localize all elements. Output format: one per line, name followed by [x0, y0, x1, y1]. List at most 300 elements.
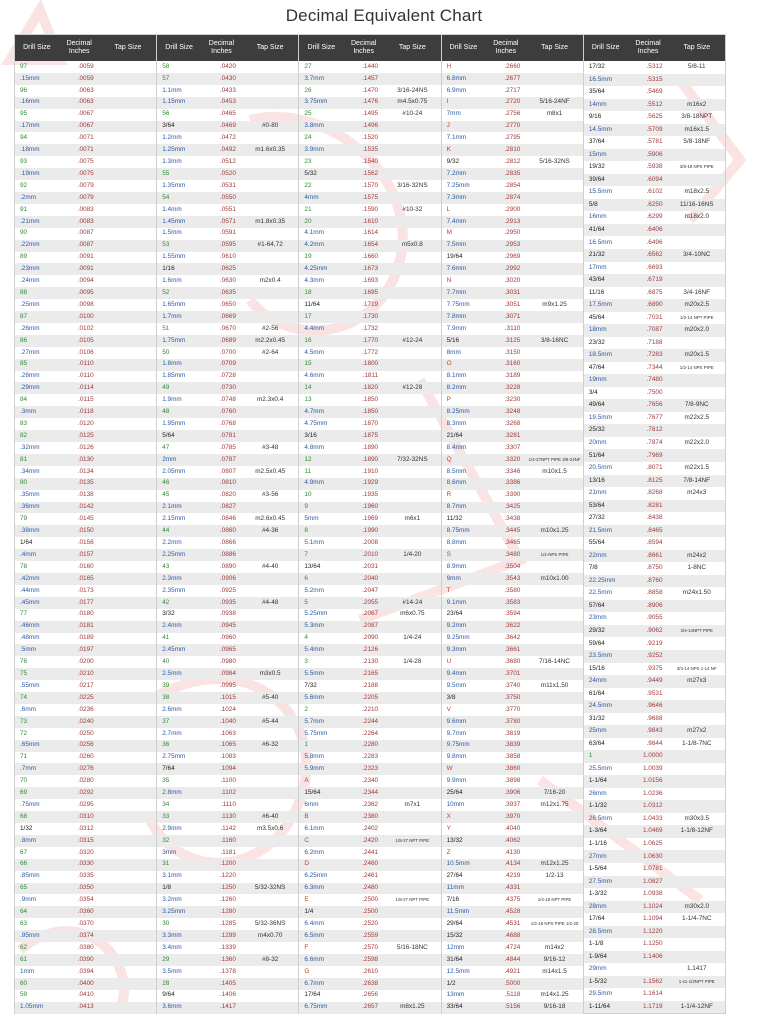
- drill-size-cell: 28mm: [588, 902, 607, 910]
- drill-size-cell: 3.8mm: [304, 122, 324, 130]
- decimal-inches-cell: .6890: [646, 301, 663, 309]
- decimal-inches-cell: .0335: [77, 872, 94, 880]
- table-row: [15, 942, 156, 954]
- table-row: [157, 97, 298, 109]
- drill-size-cell: 15.5mm: [588, 188, 612, 196]
- table-row: [584, 725, 725, 738]
- table-row: [15, 502, 156, 514]
- drill-size-cell: .42mm: [20, 574, 40, 582]
- tap-size-cell: [526, 430, 582, 442]
- decimal-inches-cell: .1614: [362, 229, 379, 237]
- table-row: [15, 787, 156, 799]
- tap-size-cell: [526, 311, 582, 323]
- table-row: [442, 680, 583, 692]
- table-row: [299, 966, 440, 978]
- decimal-inches-cell: .6406: [646, 225, 663, 233]
- table-row: [442, 121, 583, 133]
- decimal-inches-cell: .1299: [219, 931, 236, 939]
- tap-size-cell: [526, 287, 582, 299]
- table-row: [442, 144, 583, 156]
- decimal-inches-cell: .2660: [504, 62, 521, 70]
- decimal-inches-cell: .9055: [646, 614, 663, 622]
- drill-size-cell: 3/8: [446, 693, 456, 701]
- tap-size-cell: [100, 61, 156, 73]
- drill-size-cell: 5/16: [446, 336, 460, 344]
- decimal-inches-cell: .2770: [504, 122, 521, 130]
- tap-size-cell: m20x1.5: [684, 351, 709, 359]
- decimal-inches-cell: .2090: [362, 634, 379, 642]
- drill-size-cell: 3/64: [162, 122, 175, 130]
- table-row: [299, 799, 440, 811]
- decimal-inches-cell: .2010: [362, 550, 379, 558]
- decimal-inches-cell: .0125: [77, 431, 94, 439]
- table-row: [299, 990, 440, 1002]
- drill-size-cell: 16mm: [588, 213, 607, 221]
- drill-size-cell: 70: [20, 777, 28, 785]
- table-row: [442, 275, 583, 287]
- table-row: [157, 811, 298, 823]
- drill-size-cell: .46mm: [20, 622, 40, 630]
- drill-size-cell: 6.6mm: [304, 955, 324, 963]
- drill-size-cell: 24mm: [588, 677, 607, 685]
- drill-size-cell: .27mm: [20, 348, 40, 356]
- table-row: [15, 156, 156, 168]
- tap-size-cell: [242, 156, 298, 168]
- table-row: [15, 918, 156, 930]
- table-row: [157, 609, 298, 621]
- drill-size-cell: 17/64: [304, 991, 321, 999]
- tap-size-cell: [526, 823, 582, 835]
- table-row: [584, 750, 725, 763]
- drill-size-cell: 5/8: [588, 200, 598, 208]
- tap-size-cell: [669, 512, 725, 525]
- table-row: [15, 871, 156, 883]
- table-row: [584, 788, 725, 801]
- decimal-inches-cell: .3189: [504, 372, 521, 380]
- decimal-inches-cell: .8906: [646, 601, 663, 609]
- drill-size-cell: 51/64: [588, 451, 605, 459]
- tap-size-cell: 1-1/8-7NC: [682, 739, 712, 747]
- tap-size-cell: [669, 86, 725, 99]
- drill-size-cell: 15/16: [588, 664, 605, 672]
- decimal-inches-cell: .1181: [220, 848, 236, 856]
- table-row: [584, 61, 725, 74]
- table-row: [584, 688, 725, 701]
- table-row: [157, 716, 298, 728]
- table-row: [584, 124, 725, 137]
- table-row: [15, 644, 156, 656]
- table-row: [584, 449, 725, 462]
- table-row: [15, 430, 156, 442]
- decimal-inches-cell: .1610: [362, 217, 379, 225]
- drill-size-cell: 9.1mm: [446, 598, 467, 606]
- tap-size-cell: [384, 192, 440, 204]
- decimal-inches-cell: .1160: [220, 836, 236, 844]
- drill-size-cell: 46: [162, 479, 170, 487]
- decimal-inches-cell: .1405: [219, 979, 236, 987]
- drill-size-cell: 53/64: [588, 501, 605, 509]
- table-row: [157, 61, 298, 73]
- table-row: [442, 430, 583, 442]
- tap-size-cell: [526, 418, 582, 430]
- decimal-inches-cell: .1094: [219, 765, 236, 773]
- decimal-inches-cell: .3583: [504, 598, 521, 606]
- table-row: [584, 349, 725, 362]
- decimal-inches-cell: .4528: [504, 908, 521, 916]
- drill-size-cell: 22.5mm: [588, 589, 612, 597]
- tap-size-cell: [100, 597, 156, 609]
- drill-size-cell: 26: [304, 86, 312, 94]
- drill-size-cell: 25: [304, 110, 312, 118]
- table-row: [442, 418, 583, 430]
- table-row: [157, 668, 298, 680]
- decimal-inches-cell: .1575: [362, 193, 379, 201]
- drill-size-cell: 26mm: [588, 789, 607, 797]
- decimal-inches-cell: .0689: [219, 336, 236, 344]
- tap-size-cell: [384, 525, 440, 537]
- drill-size-cell: 48: [162, 408, 170, 416]
- decimal-inches-cell: .6562: [646, 251, 663, 259]
- table-row: [584, 813, 725, 826]
- drill-size-cell: 6.8mm: [446, 74, 467, 82]
- tap-size-cell: [100, 430, 156, 442]
- tap-size-cell: 7/8-14NF: [683, 476, 711, 484]
- table-row: [442, 609, 583, 621]
- header-decimal-inches: Decimal Inches: [350, 40, 377, 55]
- drill-size-cell: 8.1mm: [446, 372, 467, 380]
- table-row: [15, 811, 156, 823]
- tap-size-cell: #1-64,72: [257, 241, 283, 249]
- tap-size-cell: [384, 728, 440, 740]
- drill-size-cell: 4.7mm: [304, 408, 324, 416]
- drill-size-cell: 13mm: [446, 991, 465, 999]
- table-row: [157, 323, 298, 335]
- decimal-inches-cell: .0115: [78, 396, 94, 404]
- tap-size-cell: [242, 990, 298, 1002]
- table-row: [15, 216, 156, 228]
- tap-size-cell: [242, 752, 298, 764]
- decimal-inches-cell: .6250: [646, 200, 663, 208]
- table-row: [442, 990, 583, 1002]
- drill-size-cell: 18mm: [588, 326, 607, 334]
- decimal-inches-cell: .3770: [504, 705, 521, 713]
- decimal-inches-cell: .3701: [504, 669, 521, 677]
- drill-size-cell: 19: [304, 253, 312, 261]
- drill-size-cell: 17.5mm: [588, 301, 612, 309]
- decimal-inches-cell: .2188: [362, 681, 379, 689]
- drill-size-cell: 1/4: [304, 908, 314, 916]
- table-row: [15, 775, 156, 787]
- drill-size-cell: 3.2mm: [162, 896, 182, 904]
- tap-size-cell: [242, 299, 298, 311]
- decimal-inches-cell: .0067: [77, 122, 94, 130]
- table-row: [299, 335, 440, 347]
- table-row: [157, 644, 298, 656]
- decimal-inches-cell: .2638: [362, 979, 379, 987]
- decimal-inches-cell: .1378: [219, 967, 236, 975]
- tap-size-cell: [526, 513, 582, 525]
- drill-size-cell: 3/4: [588, 388, 598, 396]
- table-row: [157, 478, 298, 490]
- tap-size-cell: [384, 704, 440, 716]
- table-row: [15, 85, 156, 97]
- drill-size-cell: 7.2mm: [446, 169, 467, 177]
- tap-size-cell: [242, 835, 298, 847]
- tap-size-cell: [526, 728, 582, 740]
- table-row: [442, 454, 583, 466]
- drill-size-cell: 14mm: [588, 100, 607, 108]
- drill-size-cell: 7.8mm: [446, 312, 467, 320]
- drill-size-cell: .17mm: [20, 122, 40, 130]
- decimal-inches-cell: .0512: [219, 158, 236, 165]
- table-row: [442, 561, 583, 573]
- table-row: [15, 109, 156, 121]
- tap-size-cell: [526, 347, 582, 359]
- table-row: [584, 462, 725, 475]
- decimal-inches-cell: .0240: [77, 717, 94, 725]
- tap-size-cell: 1/4-20: [403, 550, 422, 558]
- drill-size-cell: 37: [162, 717, 170, 725]
- decimal-inches-cell: .2210: [362, 705, 379, 713]
- drill-size-cell: 5.75mm: [304, 729, 328, 737]
- table-row: [157, 597, 298, 609]
- tap-size-cell: [526, 585, 582, 597]
- table-row: [299, 466, 440, 478]
- drill-size-cell: 7/64: [162, 765, 175, 773]
- drill-size-cell: 10.5mm: [446, 860, 470, 868]
- drill-size-cell: 7/16: [446, 896, 460, 904]
- tap-size-cell: [384, 478, 440, 490]
- tap-size-cell: [669, 763, 725, 776]
- tap-size-cell: [100, 1002, 156, 1014]
- drill-size-cell: 29/64: [446, 920, 463, 927]
- table-row: [584, 575, 725, 588]
- decimal-inches-cell: .0760: [219, 408, 236, 416]
- drill-size-cell: H: [446, 62, 452, 70]
- drill-size-cell: 3.6mm: [162, 1003, 182, 1011]
- table-row: [299, 192, 440, 204]
- decimal-inches-cell: .2031: [362, 562, 379, 570]
- tap-size-cell: [242, 61, 298, 73]
- tap-size-cell: [384, 216, 440, 228]
- drill-size-cell: 10mm: [446, 800, 465, 808]
- tap-size-cell: [526, 644, 582, 656]
- tap-size-cell: [526, 180, 582, 192]
- tap-size-cell: 5/8-18NF: [683, 138, 711, 146]
- tap-size-cell: [384, 954, 440, 966]
- decimal-inches-cell: .1969: [362, 515, 379, 523]
- drill-size-cell: 24: [304, 134, 312, 142]
- table-row: [157, 573, 298, 585]
- decimal-inches-cell: .1406: [219, 991, 236, 999]
- table-row: [584, 888, 725, 901]
- drill-size-cell: 91: [20, 205, 28, 213]
- decimal-inches-cell: .2402: [362, 824, 379, 832]
- drill-size-cell: 60: [20, 979, 28, 987]
- tap-size-cell: [242, 537, 298, 549]
- decimal-inches-cell: .0138: [77, 491, 94, 499]
- table-row: [584, 424, 725, 437]
- drill-size-cell: 27/64: [446, 872, 463, 880]
- decimal-inches-cell: .2340: [362, 777, 379, 785]
- table-row: [442, 502, 583, 514]
- tap-size-cell: [669, 876, 725, 889]
- decimal-inches-cell: .1476: [362, 98, 379, 106]
- tap-size-cell: [384, 323, 440, 335]
- tap-size-cell: [526, 228, 582, 240]
- table-row: [299, 811, 440, 823]
- decimal-inches-cell: .3480: [504, 550, 521, 558]
- tap-size-cell: [384, 144, 440, 156]
- drill-size-cell: 15: [304, 360, 312, 368]
- tap-size-cell: [242, 966, 298, 978]
- drill-size-cell: 8.8mm: [446, 539, 467, 546]
- drill-size-cell: 57/64: [588, 601, 605, 609]
- tap-size-cell: m12x1.25: [540, 860, 569, 868]
- decimal-inches-cell: .3307: [504, 443, 521, 451]
- tap-size-cell: [669, 424, 725, 437]
- drill-size-cell: 89: [20, 253, 28, 261]
- decimal-inches-cell: .8858: [646, 589, 663, 597]
- tap-size-cell: [100, 847, 156, 859]
- tap-size-cell: [669, 713, 725, 726]
- decimal-inches-cell: .3750: [504, 693, 521, 701]
- drill-size-cell: 1.8mm: [162, 360, 182, 368]
- tap-size-cell: 3/16-24NS: [397, 86, 428, 94]
- tap-size-cell: 5/32-32NS: [254, 884, 286, 892]
- decimal-inches-cell: .3465: [504, 539, 521, 546]
- decimal-inches-cell: .1673: [362, 265, 379, 273]
- drill-size-cell: 9.9mm: [446, 777, 467, 785]
- table-row: [584, 863, 725, 876]
- drill-size-cell: 7.9mm: [446, 324, 467, 332]
- tap-size-cell: [242, 382, 298, 394]
- table-row: [157, 347, 298, 359]
- decimal-inches-cell: .3281: [504, 431, 521, 439]
- table-row: [15, 287, 156, 299]
- table-row: [157, 132, 298, 144]
- table-row: [584, 211, 725, 224]
- decimal-inches-cell: .8268: [646, 489, 663, 497]
- decimal-inches-cell: 1.0236: [642, 789, 663, 797]
- decimal-inches-cell: .0071: [77, 134, 94, 142]
- tap-size-cell: #3-56: [261, 491, 279, 499]
- drill-size-cell: 3mm: [162, 848, 177, 856]
- drill-size-cell: 6.3mm: [304, 884, 324, 892]
- drill-size-cell: 1-9/64: [588, 952, 607, 960]
- drill-size-cell: 4: [304, 634, 308, 642]
- drill-size-cell: 1.7mm: [162, 312, 182, 320]
- tap-size-cell: 1/2-18 NPS PIPE 1/2-20: [530, 921, 579, 926]
- decimal-inches-cell: .0728: [219, 372, 236, 380]
- table-row: [299, 823, 440, 835]
- tap-size-cell: m14x2: [544, 943, 565, 951]
- drill-size-cell: I: [446, 98, 449, 106]
- tap-size-cell: [384, 263, 440, 275]
- tap-size-cell: [100, 537, 156, 549]
- table-row: [299, 156, 440, 168]
- decimal-inches-cell: .2441: [362, 848, 379, 856]
- table-row: [15, 513, 156, 525]
- tap-size-cell: [526, 275, 582, 287]
- table-row: [442, 299, 583, 311]
- tap-size-cell: [100, 561, 156, 573]
- decimal-inches-cell: .7969: [646, 451, 663, 459]
- drill-size-cell: 4.8mm: [304, 443, 324, 451]
- decimal-inches-cell: .3622: [504, 622, 521, 630]
- drill-size-cell: .48mm: [20, 634, 40, 642]
- table-row: [15, 168, 156, 180]
- tap-size-cell: [100, 109, 156, 121]
- table-row: [15, 371, 156, 383]
- decimal-inches-cell: .4134: [504, 860, 521, 868]
- table-row: [442, 811, 583, 823]
- drill-size-cell: 8mm: [446, 348, 461, 356]
- drill-size-cell: 2.2mm: [162, 539, 182, 546]
- tap-size-cell: [384, 442, 440, 454]
- tap-size-cell: [384, 121, 440, 133]
- column-group-3: [299, 35, 441, 1013]
- tap-size-cell: [100, 621, 156, 633]
- decimal-inches-cell: .0087: [77, 229, 94, 237]
- decimal-inches-cell: .8594: [646, 539, 663, 547]
- tap-size-cell: [526, 763, 582, 775]
- drill-size-cell: 31/64: [446, 955, 463, 963]
- table-row: [442, 525, 583, 537]
- tap-size-cell: [100, 692, 156, 704]
- drill-size-cell: 27mm: [588, 852, 607, 860]
- tap-size-cell: [242, 454, 298, 466]
- decimal-inches-cell: .0063: [77, 98, 94, 106]
- drill-size-cell: 62: [20, 943, 28, 951]
- drill-size-cell: 23mm: [588, 614, 607, 622]
- decimal-inches-cell: .3346: [504, 467, 521, 475]
- tap-size-cell: [100, 644, 156, 656]
- tap-size-cell: [384, 561, 440, 573]
- decimal-inches-cell: .0670: [219, 324, 236, 332]
- table-row: [442, 442, 583, 454]
- tap-size-cell: [384, 918, 440, 930]
- table-row: [15, 335, 156, 347]
- drill-size-cell: 8: [304, 527, 308, 535]
- table-row: [584, 600, 725, 613]
- table-row: [584, 938, 725, 951]
- drill-size-cell: 18.5mm: [588, 351, 612, 359]
- decimal-inches-cell: .4531: [504, 920, 521, 927]
- table-row: [15, 728, 156, 740]
- decimal-inches-cell: .5781: [646, 138, 663, 146]
- tap-size-cell: #14-24: [402, 598, 423, 606]
- drill-size-cell: W: [446, 765, 453, 773]
- drill-size-cell: 1.55mm: [162, 253, 186, 261]
- table-row: [15, 180, 156, 192]
- table-row: [15, 406, 156, 418]
- tap-size-cell: [526, 394, 582, 406]
- drill-size-cell: .32mm: [20, 443, 40, 451]
- decimal-inches-cell: .1719: [362, 300, 379, 308]
- table-row: [299, 252, 440, 264]
- tap-size-cell: 3/8-18 NPS PIPE: [679, 164, 714, 170]
- drill-size-cell: 7.75mm: [446, 300, 470, 308]
- drill-size-cell: X: [446, 812, 451, 820]
- decimal-inches-cell: .0150: [77, 527, 94, 535]
- drill-size-cell: 22.25mm: [588, 576, 616, 584]
- tap-size-cell: m8x1.25: [400, 1003, 425, 1011]
- table-row: [299, 561, 440, 573]
- decimal-inches-cell: 1.0469: [642, 827, 663, 835]
- tap-size-cell: [242, 406, 298, 418]
- table-row: [157, 823, 298, 835]
